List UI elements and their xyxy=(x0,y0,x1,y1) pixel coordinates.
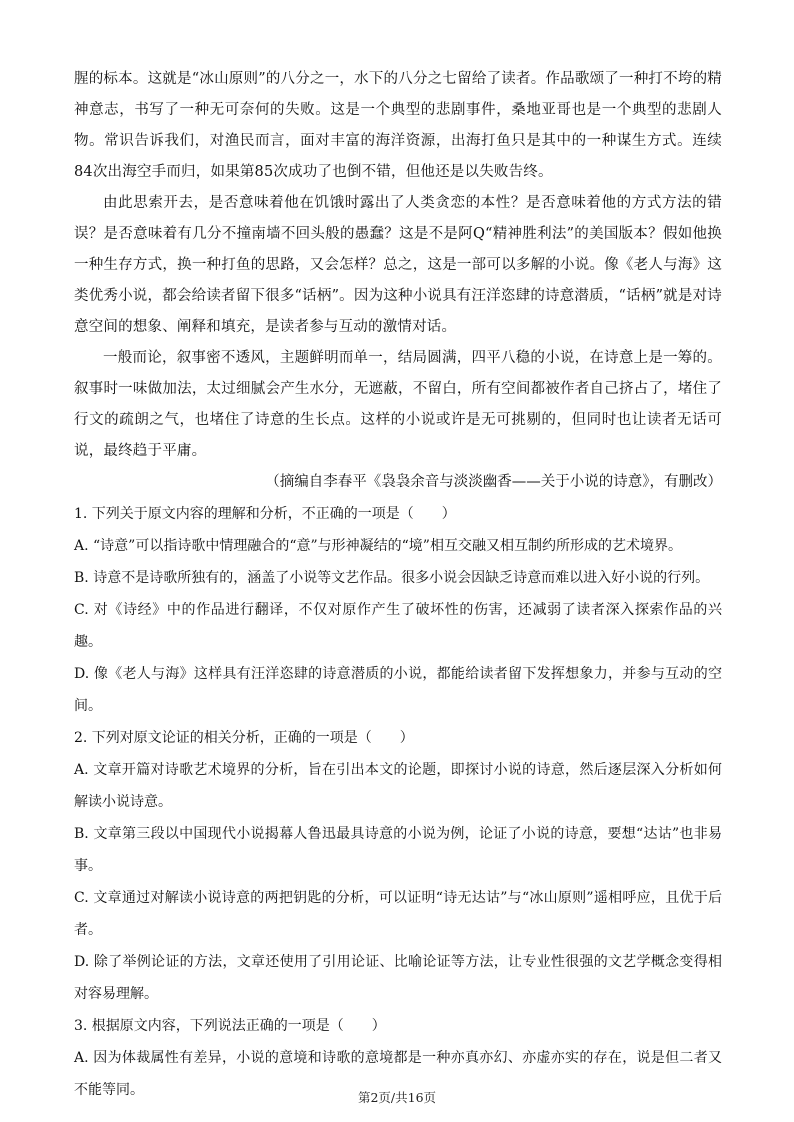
question-2-option-c: C. 文章通过对解读小说诗意的两把钥匙的分析，可以证明“诗无达诂”与“冰山原则”遥相呼应，且优于后者。 xyxy=(74,890,722,938)
question-2-stem: 2. 下列对原文论证的相关分析，正确的一项是（ ） xyxy=(74,730,414,746)
question-3-stem: 3. 根据原文内容，下列说法正确的一项是（ ） xyxy=(74,1018,386,1034)
question-2-option-a: A. 文章开篇对诗歌艺术境界的分析，旨在引出本文的论题，即探讨小说的诗意，然后逐层深入分析如何解读小说诗意。 xyxy=(74,762,722,810)
question-2-option-d: D. 除了举例论证的方法，文章还使用了引用论证、比喻论证等方法，让专业性很强的文艺学概念变得相对容易理解。 xyxy=(74,954,722,1002)
question-1-option-b: B. 诗意不是诗歌所独有的，涵盖了小说等文艺作品。很多小说会因缺乏诗意而难以进入好小说的行列。 xyxy=(74,570,710,586)
question-3-option-a: A. 因为体裁属性有差异，小说的意境和诗歌的意境都是一种亦真亦幻、亦虚亦实的存在，说是但二者又不能等同。 xyxy=(74,1050,722,1098)
page-content xyxy=(74,64,722,1106)
question-2 xyxy=(74,722,722,1010)
question-1-option-d: D. 像《老人与海》这样具有汪洋恣肆的诗意潜质的小说，都能给读者留下发挥想象力，并参与互动的空间。 xyxy=(74,666,722,714)
question-2-option-b: B. 文章第三段以中国现代小说揭幕人鲁迅最具诗意的小说为例，论证了小说的诗意，要想“达诂”也非易事。 xyxy=(74,826,722,874)
question-1 xyxy=(74,498,722,722)
article-source: （摘编自李春平《袅袅余音与淡淡幽香——关于小说的诗意》，有删改） xyxy=(265,474,722,490)
article-paragraph-3: 一般而论，叙事密不透风，主题鲜明而单一，结局圆满，四平八稳的小说，在诗意上是一筹的。叙事时一味做加法，太过细腻会产生水分，无遮蔽，不留白，所有空间都被作者自己挤占了，堵住了行文的疏朗之气，也堵住了诗意的生长点。这样的小说或许是无可挑剔的，但同时也让读者无话可说，最终趋于平庸。 xyxy=(74,350,722,459)
article-paragraph-2: 由此思索开去，是否意味着他在饥饿时露出了人类贪恋的本性？是否意味着他的方式方法的错误？是否意味着有几分不撞南墙不回头般的愚蠢？这是不是阿Q“精神胜利法”的美国版本？假如他换一种生存方式，换一种打鱼的思路，又会怎样？总之，这是一部可以多解的小说。像《老人与海》这类优秀小说，都会给读者留下很多“话柄”。因为这种小说具有汪洋恣肆的诗意潜质，“话柄”就是对诗意空间的想象、阐释和填充，是读者参与互动的激情对话。 xyxy=(74,195,722,335)
question-1-option-a: A. “诗意”可以指诗歌中情理融合的“意”与形神凝结的“境”相互交融又相互制约所形成的艺术境界。 xyxy=(74,538,682,554)
question-1-option-c: C. 对《诗经》中的作品进行翻译，不仅对原作产生了破坏性的伤害，还减弱了读者深入探索作品的兴趣。 xyxy=(74,602,722,650)
question-1-stem: 1. 下列关于原文内容的理解和分析，不正确的一项是（ ） xyxy=(74,506,456,522)
page-number: 第2页/共16页 xyxy=(357,1090,437,1105)
article-paragraph-1: 腥的标本。这就是“冰山原则”的八分之一，水下的八分之七留给了读者。作品歌颂了一种打不垮的精神意志，书写了一种无可奈何的失败。这是一个典型的悲剧事件，桑地亚哥也是一个典型的悲剧人物。常识告诉我们，对渔民而言，面对丰富的海洋资源，出海打鱼只是其中的一种谋生方式。连续84次出海空手而归，如果第85次成功了也倒不错，但他还是以失败告终。 xyxy=(74,71,722,180)
